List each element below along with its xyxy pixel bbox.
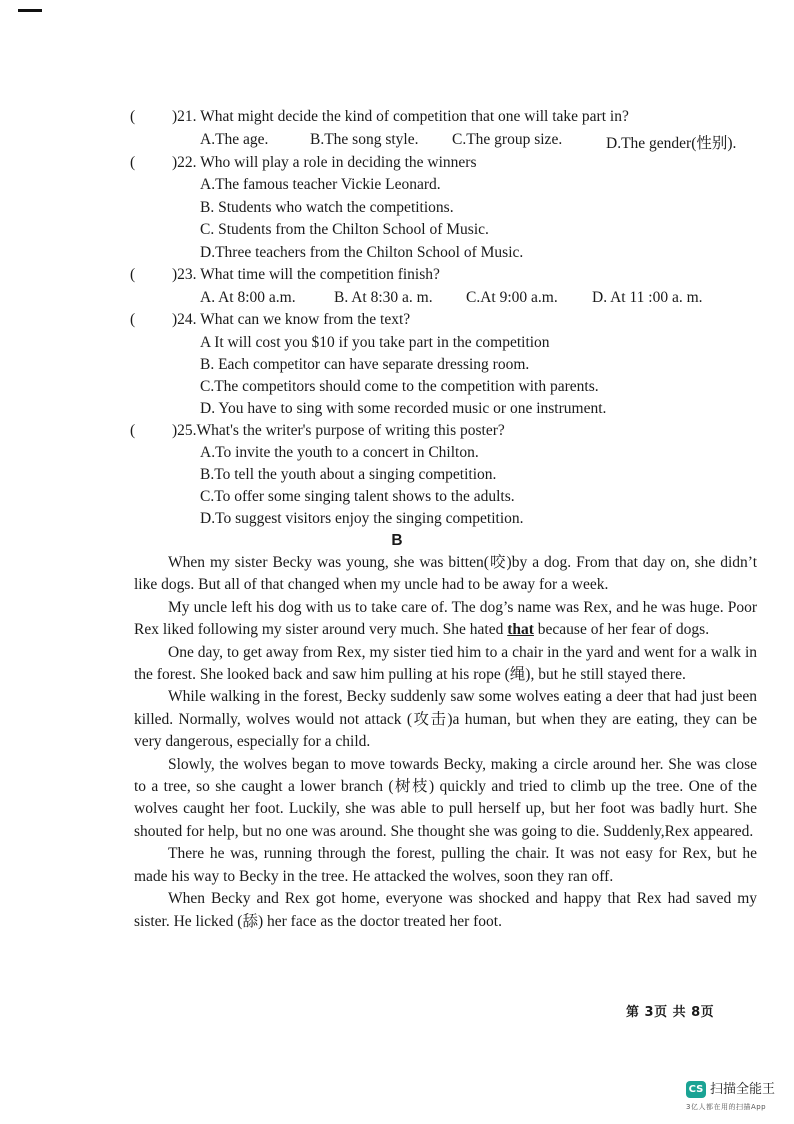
option-d: D. At 11 :00 a. m.	[592, 289, 703, 306]
corner-mark	[18, 9, 42, 12]
question-stem: )22. Who will play a role in deciding the winners	[172, 154, 477, 171]
question-stem: )21. What might decide the kind of competition that one will take part in?	[172, 108, 629, 125]
option-d: D.The gender(性别).	[606, 135, 737, 152]
option-c: C.To offer some singing talent shows to the adults.	[200, 488, 515, 505]
option-d: D.Three teachers from the Chilton School of Music.	[200, 244, 524, 261]
option-a: A.The famous teacher Vickie Leonard.	[200, 176, 441, 193]
reading-passage	[134, 552, 757, 933]
question-25	[130, 422, 505, 440]
option-a: A It will cost you $10 if you take part in the competition	[200, 334, 550, 351]
passage-paragraph: While walking in the forest, Becky suddenly saw some wolves eating a deer that had just been killed. Normally, wolves would not attack (攻击)a human, but when they are eating, they can be very dangerous, especially for a child.	[134, 688, 757, 751]
option-d: D.To suggest visitors enjoy the singing competition.	[200, 510, 524, 527]
option-a: A. At 8:00 a.m.	[200, 289, 296, 306]
watermark-name: 扫描全能王	[710, 1082, 776, 1097]
camscanner-logo-icon: CS	[686, 1081, 706, 1098]
passage-paragraph: When my sister Becky was young, she was bitten(咬)by a dog. From that day on, she didn’t like dogs. But all of that changed when my uncle had to be away for a week.	[134, 554, 757, 594]
page-number: 第 3页 共 8页	[626, 1005, 715, 1020]
option-d: D. You have to sing with some recorded music or one instrument.	[200, 400, 607, 417]
option-b: B. Each competitor can have separate dressing room.	[200, 356, 530, 373]
paragraph-text: because of her fear of dogs.	[533, 621, 710, 639]
section-title: B	[391, 532, 403, 549]
paragraph-text: My uncle left his dog with us to take care of. The dog’s name was Rex, and he was huge. Poor Rex liked following my sister around very much. She hated	[134, 598, 757, 639]
question-24	[130, 311, 410, 329]
option-c: C. Students from the Chilton School of Music.	[200, 221, 489, 238]
option-c: C.At 9:00 a.m.	[466, 289, 558, 306]
question-stem: )25.What's the writer's purpose of writing this poster?	[172, 422, 505, 439]
option-c: C.The competitors should come to the competition with parents.	[200, 378, 599, 395]
answer-bracket: (	[130, 266, 136, 283]
option-a: A.To invite the youth to a concert in Chilton.	[200, 444, 479, 461]
question-23	[130, 266, 440, 284]
answer-bracket: (	[130, 108, 136, 125]
underlined-word: that	[507, 621, 534, 639]
question-21	[130, 108, 629, 126]
answer-bracket: (	[130, 311, 136, 328]
question-22	[130, 154, 476, 172]
option-b: B. Students who watch the competitions.	[200, 199, 454, 216]
option-a: A.The age.	[200, 131, 269, 148]
watermark-tagline: 3亿人都在用的扫描App	[686, 1103, 767, 1111]
option-b: B. At 8:30 a. m.	[334, 289, 433, 306]
passage-paragraph: Slowly, the wolves began to move towards Becky, making a circle around her. She was close to a tree, so she caught a lower branch (树枝) quickly and tried to climb up the tree. One of the wolves caught her foot. Luckily, she was able to pull herself up, but her foot was badly hurt. She shouted for help, but no one was around. She thought she was going to die. Suddenly,Rex appeared.	[134, 755, 757, 840]
option-b: B.The song style.	[310, 131, 419, 148]
answer-bracket: (	[130, 154, 136, 171]
option-c: C.The group size.	[452, 131, 563, 148]
passage-paragraph: There he was, running through the forest, pulling the chair. It was not easy for Rex, but he made his way to Becky in the tree. He attacked the wolves, soon they ran off.	[134, 845, 757, 885]
passage-paragraph: When Becky and Rex got home, everyone was shocked and happy that Rex had saved my sister. He licked (舔) her face as the doctor treated her foot.	[134, 890, 757, 930]
question-stem: )24. What can we know from the text?	[172, 311, 411, 328]
answer-bracket: (	[130, 422, 136, 439]
passage-paragraph: One day, to get away from Rex, my sister tied him to a chair in the yard and went for a walk in the forest. She looked back and saw him pulling at his rope (绳), but he still stayed there.	[134, 643, 757, 684]
question-stem: )23. What time will the competition finish?	[172, 266, 440, 283]
passage-paragraph	[134, 597, 757, 642]
camscanner-watermark	[686, 1081, 794, 1117]
option-b: B.To tell the youth about a singing competition.	[200, 466, 497, 483]
